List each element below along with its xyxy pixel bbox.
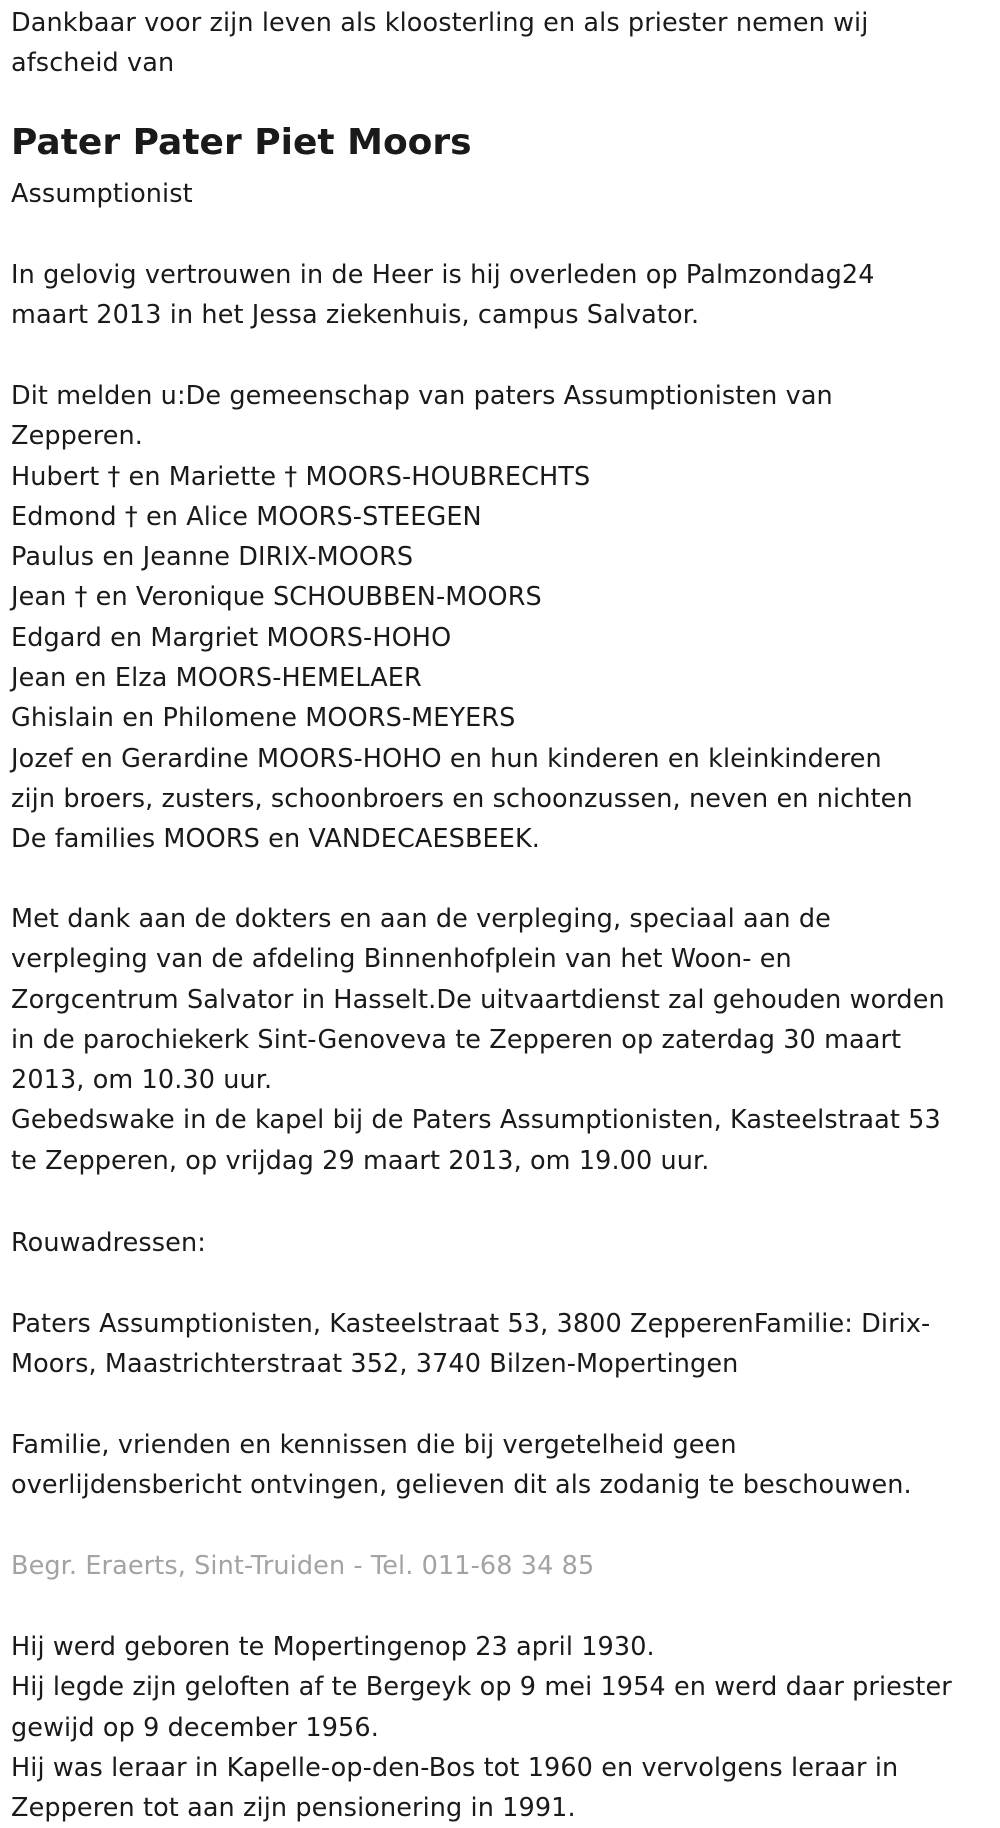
deceased-name: Pater Pater Piet Moors xyxy=(11,122,472,163)
thanks-line: Met dank aan de dokters en aan de verpleging, speciaal aan de xyxy=(11,904,831,934)
deceased-role: Assumptionist xyxy=(11,179,193,209)
family-notice xyxy=(11,376,913,860)
thanks-line: in de parochiekerk Sint-Genoveva te Zepperen op zaterdag 30 maart xyxy=(11,1024,902,1055)
death-line: maart 2013 in het Jessa ziekenhuis, campus Salvator. xyxy=(11,300,700,331)
thanks-line: te Zepperen, op vrijdag 29 maart 2013, om 19.00 uur. xyxy=(11,1145,710,1176)
biography-line: gewijd op 9 december 1956. xyxy=(11,1712,379,1743)
role-block xyxy=(11,174,193,214)
thanks-line: 2013, om 10.30 uur. xyxy=(11,1065,273,1096)
notice-line: De families MOORS en VANDECAESBEEK. xyxy=(11,824,540,855)
family-note-line: Familie, vrienden en kennissen die bij vergetelheid geen xyxy=(11,1430,737,1460)
thanks-line: verpleging van de afdeling Binnenhofplein van het Woon- en xyxy=(11,944,792,975)
condolence-addresses xyxy=(11,1304,930,1385)
notice-line: Jean en Elza MOORS-HEMELAER xyxy=(11,663,422,694)
address-line: Moors, Maastrichterstraat 352, 3740 Bilzen-Mopertingen xyxy=(11,1349,739,1380)
thanks-line: Zorgcentrum Salvator in Hasselt.De uitvaartdienst zal gehouden worden xyxy=(11,984,945,1015)
intro-line: afscheid van xyxy=(11,48,175,79)
biography-line: Hij was leraar in Kapelle-op-den-Bos tot 1960 en vervolgens leraar in xyxy=(11,1752,899,1783)
death-line: In gelovig vertrouwen in de Heer is hij overleden op Palmzondag24 xyxy=(11,260,875,290)
death-announcement xyxy=(11,255,875,336)
family-note-line: overlijdensbericht ontvingen, gelieven dit als zodanig te beschouwen. xyxy=(11,1470,912,1501)
notice-line: Jozef en Gerardine MOORS-HOHO en hun kinderen en kleinkinderen xyxy=(11,743,882,774)
undertaker-block xyxy=(11,1546,594,1586)
biography-line: Zepperen tot aan zijn pensionering in 1991. xyxy=(11,1793,576,1824)
notice-line: Edgard en Margriet MOORS-HOHO xyxy=(11,622,452,653)
notice-line: Hubert † en Mariette † MOORS-HOUBRECHTS xyxy=(11,461,591,492)
biography xyxy=(11,1627,952,1828)
family-note xyxy=(11,1425,912,1506)
condolence-label-block xyxy=(11,1223,206,1263)
intro-line: Dankbaar voor zijn leven als kloosterling en als priester nemen wij xyxy=(11,8,869,38)
biography-line: Hij legde zijn geloften af te Bergeyk op 9 mei 1954 en werd daar priester xyxy=(11,1672,952,1703)
notice-line: Edmond † en Alice MOORS-STEEGEN xyxy=(11,501,482,532)
notice-line: Dit melden u:De gemeenschap van paters Assumptionisten van xyxy=(11,381,833,411)
condolence-label: Rouwadressen: xyxy=(11,1228,206,1258)
address-line: Paters Assumptionisten, Kasteelstraat 53, 3800 ZepperenFamilie: Dirix- xyxy=(11,1309,931,1339)
thanks-and-service xyxy=(11,899,945,1181)
notice-line: Paulus en Jeanne DIRIX-MOORS xyxy=(11,542,414,573)
notice-line: Zepperen. xyxy=(11,421,143,452)
notice-line: Ghislain en Philomene MOORS-MEYERS xyxy=(11,703,516,734)
undertaker-info: Begr. Eraerts, Sint-Truiden - Tel. 011-68 34 85 xyxy=(11,1551,595,1581)
intro-text xyxy=(11,3,868,84)
biography-line: Hij werd geboren te Mopertingenop 23 april 1930. xyxy=(11,1632,655,1662)
thanks-line: Gebedswake in de kapel bij de Paters Assumptionisten, Kasteelstraat 53 xyxy=(11,1105,941,1136)
notice-line: zijn broers, zusters, schoonbroers en schoonzussen, neven en nichten xyxy=(11,783,913,814)
notice-line: Jean † en Veronique SCHOUBBEN-MOORS xyxy=(11,582,542,613)
